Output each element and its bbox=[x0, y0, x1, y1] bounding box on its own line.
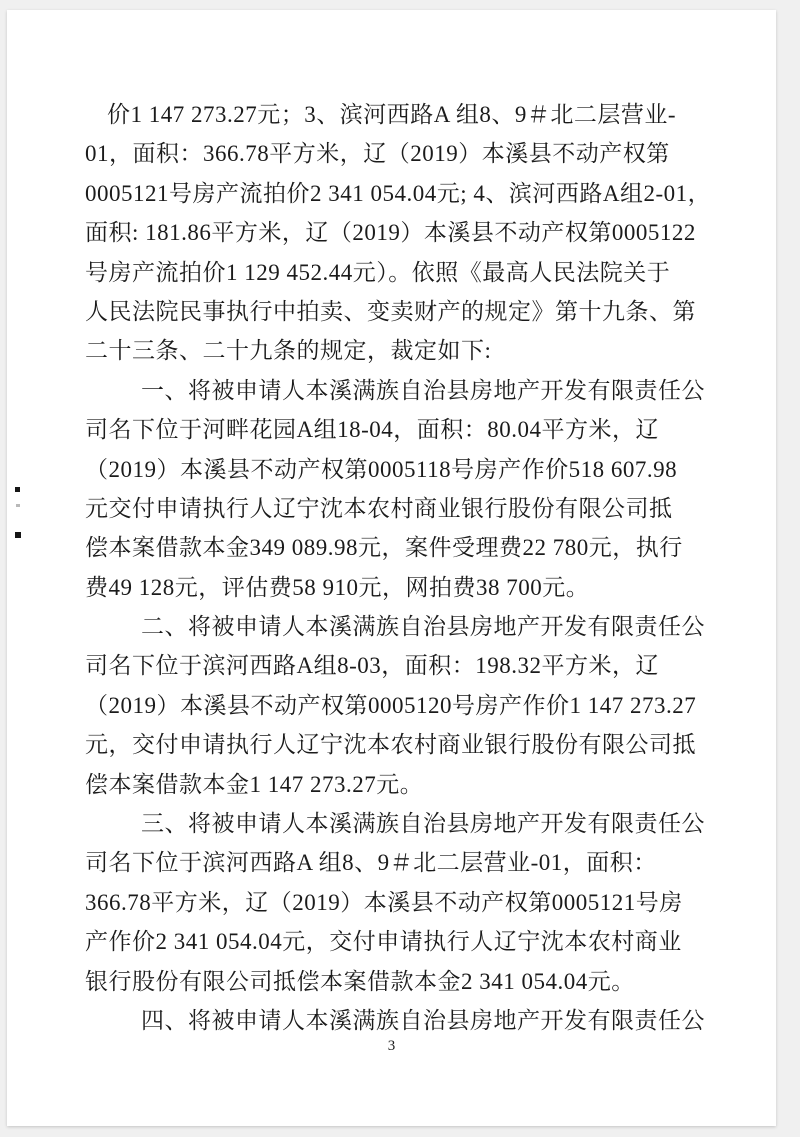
page-number: 3 bbox=[387, 1038, 396, 1054]
scan-artifact-mark bbox=[15, 532, 21, 538]
text-line: 司名下位于滨河西路A组8-03，面积：198.32平方米，辽 bbox=[85, 653, 660, 679]
text-line: 银行股份有限公司抵偿本案借款本金2 341 054.04元。 bbox=[85, 968, 635, 994]
text-line: 二十三条、二十九条的规定，裁定如下: bbox=[85, 338, 492, 364]
text-line: 366.78平方米，辽（2019）本溪县不动产权第0005121号房 bbox=[85, 889, 683, 915]
text-line: （2019）本溪县不动产权第0005118号房产作价518 607.98 bbox=[85, 456, 678, 482]
text-line: 价1 147 273.27元；3、滨河西路A 组8、9＃北二层营业- bbox=[107, 102, 676, 127]
scan-artifact-mark bbox=[15, 487, 20, 492]
text-line: 号房产流拍价1 129 452.44元）。依照《最高人民法院关于 bbox=[85, 259, 671, 285]
text-line: 元，交付申请执行人辽宁沈本农村商业银行股份有限公司抵 bbox=[85, 732, 696, 758]
text-line-paragraph-start: 二、将被申请人本溪满族自治县房地产开发有限责任公 bbox=[141, 614, 705, 640]
document-body bbox=[85, 95, 712, 1040]
text-line: 司名下位于河畔花园A组18-04，面积：80.04平方米，辽 bbox=[85, 417, 660, 443]
text-line: 人民法院民事执行中拍卖、变卖财产的规定》第十九条、第 bbox=[85, 298, 696, 324]
text-line: 0005121号房产流拍价2 341 054.04元; 4、滨河西路A组2-01， bbox=[85, 180, 712, 206]
text-line: 面积: 181.86平方米，辽（2019）本溪县不动产权第0005122 bbox=[85, 220, 696, 246]
text-line: 司名下位于滨河西路A 组8、9＃北二层营业-01，面积： bbox=[85, 850, 657, 876]
document-page bbox=[7, 10, 776, 1126]
text-line: （2019）本溪县不动产权第0005120号房产作价1 147 273.27 bbox=[85, 692, 697, 718]
text-line: 偿本案借款本金1 147 273.27元。 bbox=[85, 771, 424, 797]
text-line-paragraph-start: 四、将被申请人本溪满族自治县房地产开发有限责任公 bbox=[141, 1007, 705, 1033]
text-line: 偿本案借款本金349 089.98元，案件受理费22 780元，执行 bbox=[85, 535, 683, 561]
text-line: 产作价2 341 054.04元，交付申请执行人辽宁沈本农村商业 bbox=[85, 929, 682, 955]
text-line-paragraph-start: 一、将被申请人本溪满族自治县房地产开发有限责任公 bbox=[141, 377, 705, 403]
scan-artifact-mark bbox=[16, 504, 20, 507]
text-line-paragraph-start: 三、将被申请人本溪满族自治县房地产开发有限责任公 bbox=[141, 811, 705, 837]
text-line: 01，面积：366.78平方米，辽（2019）本溪县不动产权第 bbox=[85, 141, 670, 167]
text-line: 元交付申请执行人辽宁沈本农村商业银行股份有限公司抵 bbox=[85, 495, 673, 521]
text-line: 费49 128元，评估费58 910元，网拍费38 700元。 bbox=[85, 574, 590, 600]
